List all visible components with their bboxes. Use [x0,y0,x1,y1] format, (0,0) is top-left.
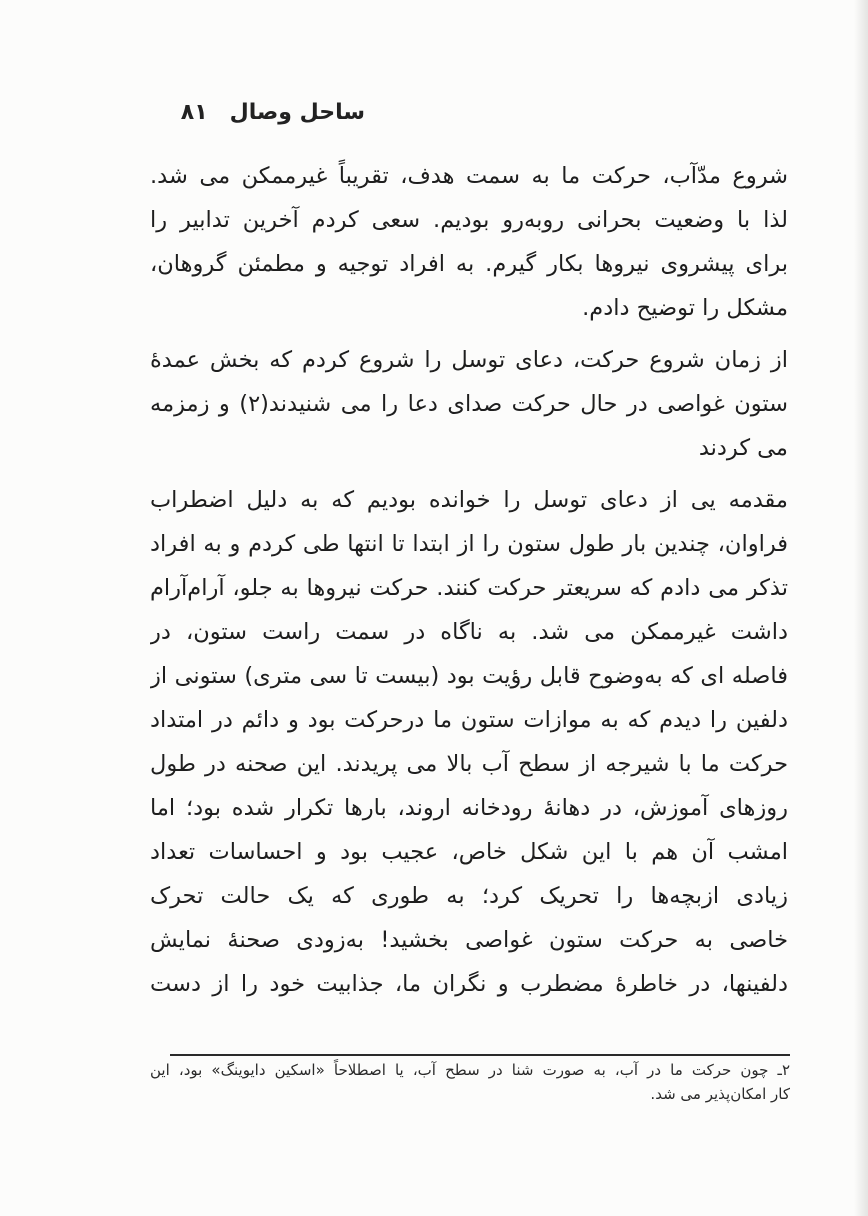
paragraph-1 [150,154,788,330]
text-line: ستون غواصی در حال حرکت صدای دعا را می شنیدند(۲) و زمزمه [150,391,788,417]
text-line: تذکر می دادم که سریعتر حرکت کنند. حرکت نیروها به جلو، آرام‌آرام [150,575,788,601]
running-header [150,94,365,130]
text-line: شروع مدّآب، حرکت ما به سمت هدف، تقریباً غیرممکن می شد. [150,163,788,189]
text-line: از زمان شروع حرکت، دعای توسل را شروع کردم که بخش عمدۀ [150,347,788,373]
text-line: فراوان، چندین بار طول ستون را از ابتدا تا انتها طی کردم و به افراد [150,531,788,557]
paragraph-gap [150,330,788,338]
page-number: ۸۱ [180,99,208,125]
text-line: داشت غیرممکن می شد. به ناگاه در سمت راست ستون، در [150,619,788,645]
text-line: دلفین را دیدم که به موازات ستون ما درحرکت بود و دائم در امتداد [150,707,788,733]
footnote-line: کار امکان‌پذیر می شد. [650,1085,790,1103]
paragraph-gap [150,470,788,478]
footnote-line: ۲ـ چون حرکت ما در آب، به صورت شنا در سطح آب، یا اصطلاحاً «اسکین دایوینگ» بود، این [150,1061,790,1079]
footnote-divider [170,1054,790,1056]
text-line: حرکت ما با شیرجه از سطح آب بالا می پریدند. این صحنه در طول [150,751,788,777]
paragraph-2 [150,338,788,470]
text-line: امشب آن هم با این شکل خاص، عجیب بود و احساسات تعداد [150,839,788,865]
text-line: زیادی ازبچه‌ها را تحریک کرد؛ به طوری که یک حالت تحرک [150,883,788,909]
text-line: مقدمه یی از دعای توسل را خوانده بودیم که به دلیل اضطراب [150,487,788,513]
text-line: برای پیشروی نیروها بکار گیرم. به افراد توجیه و مطمئن گروهان، [150,251,788,277]
book-title: ساحل وصال [229,99,365,125]
text-line: مشکل را توضیح دادم. [582,295,788,321]
text-line: دلفینها، در خاطرۀ مضطرب و نگران ما، جذابیت خود را از دست [150,971,788,997]
text-line: روزهای آموزش، در دهانۀ رودخانه اروند، بارها تکرار شده بود؛ اما [150,795,788,821]
footnote [150,1058,790,1106]
text-line: فاصله ای که به‌وضوح قابل رؤیت بود (بیست تا سی متری) ستونی از [150,663,788,689]
text-line: خاصی به حرکت ستون غواصی بخشید! به‌زودی صحنۀ نمایش [150,927,788,953]
paragraph-3 [150,478,788,1006]
text-line: لذا با وضعیت بحرانی روبه‌رو بودیم. سعی کردم آخرین تدابیر را [150,207,788,233]
page-edge-shadow [854,0,868,1216]
text-line: می کردند [698,435,788,461]
body-text [150,154,788,1006]
